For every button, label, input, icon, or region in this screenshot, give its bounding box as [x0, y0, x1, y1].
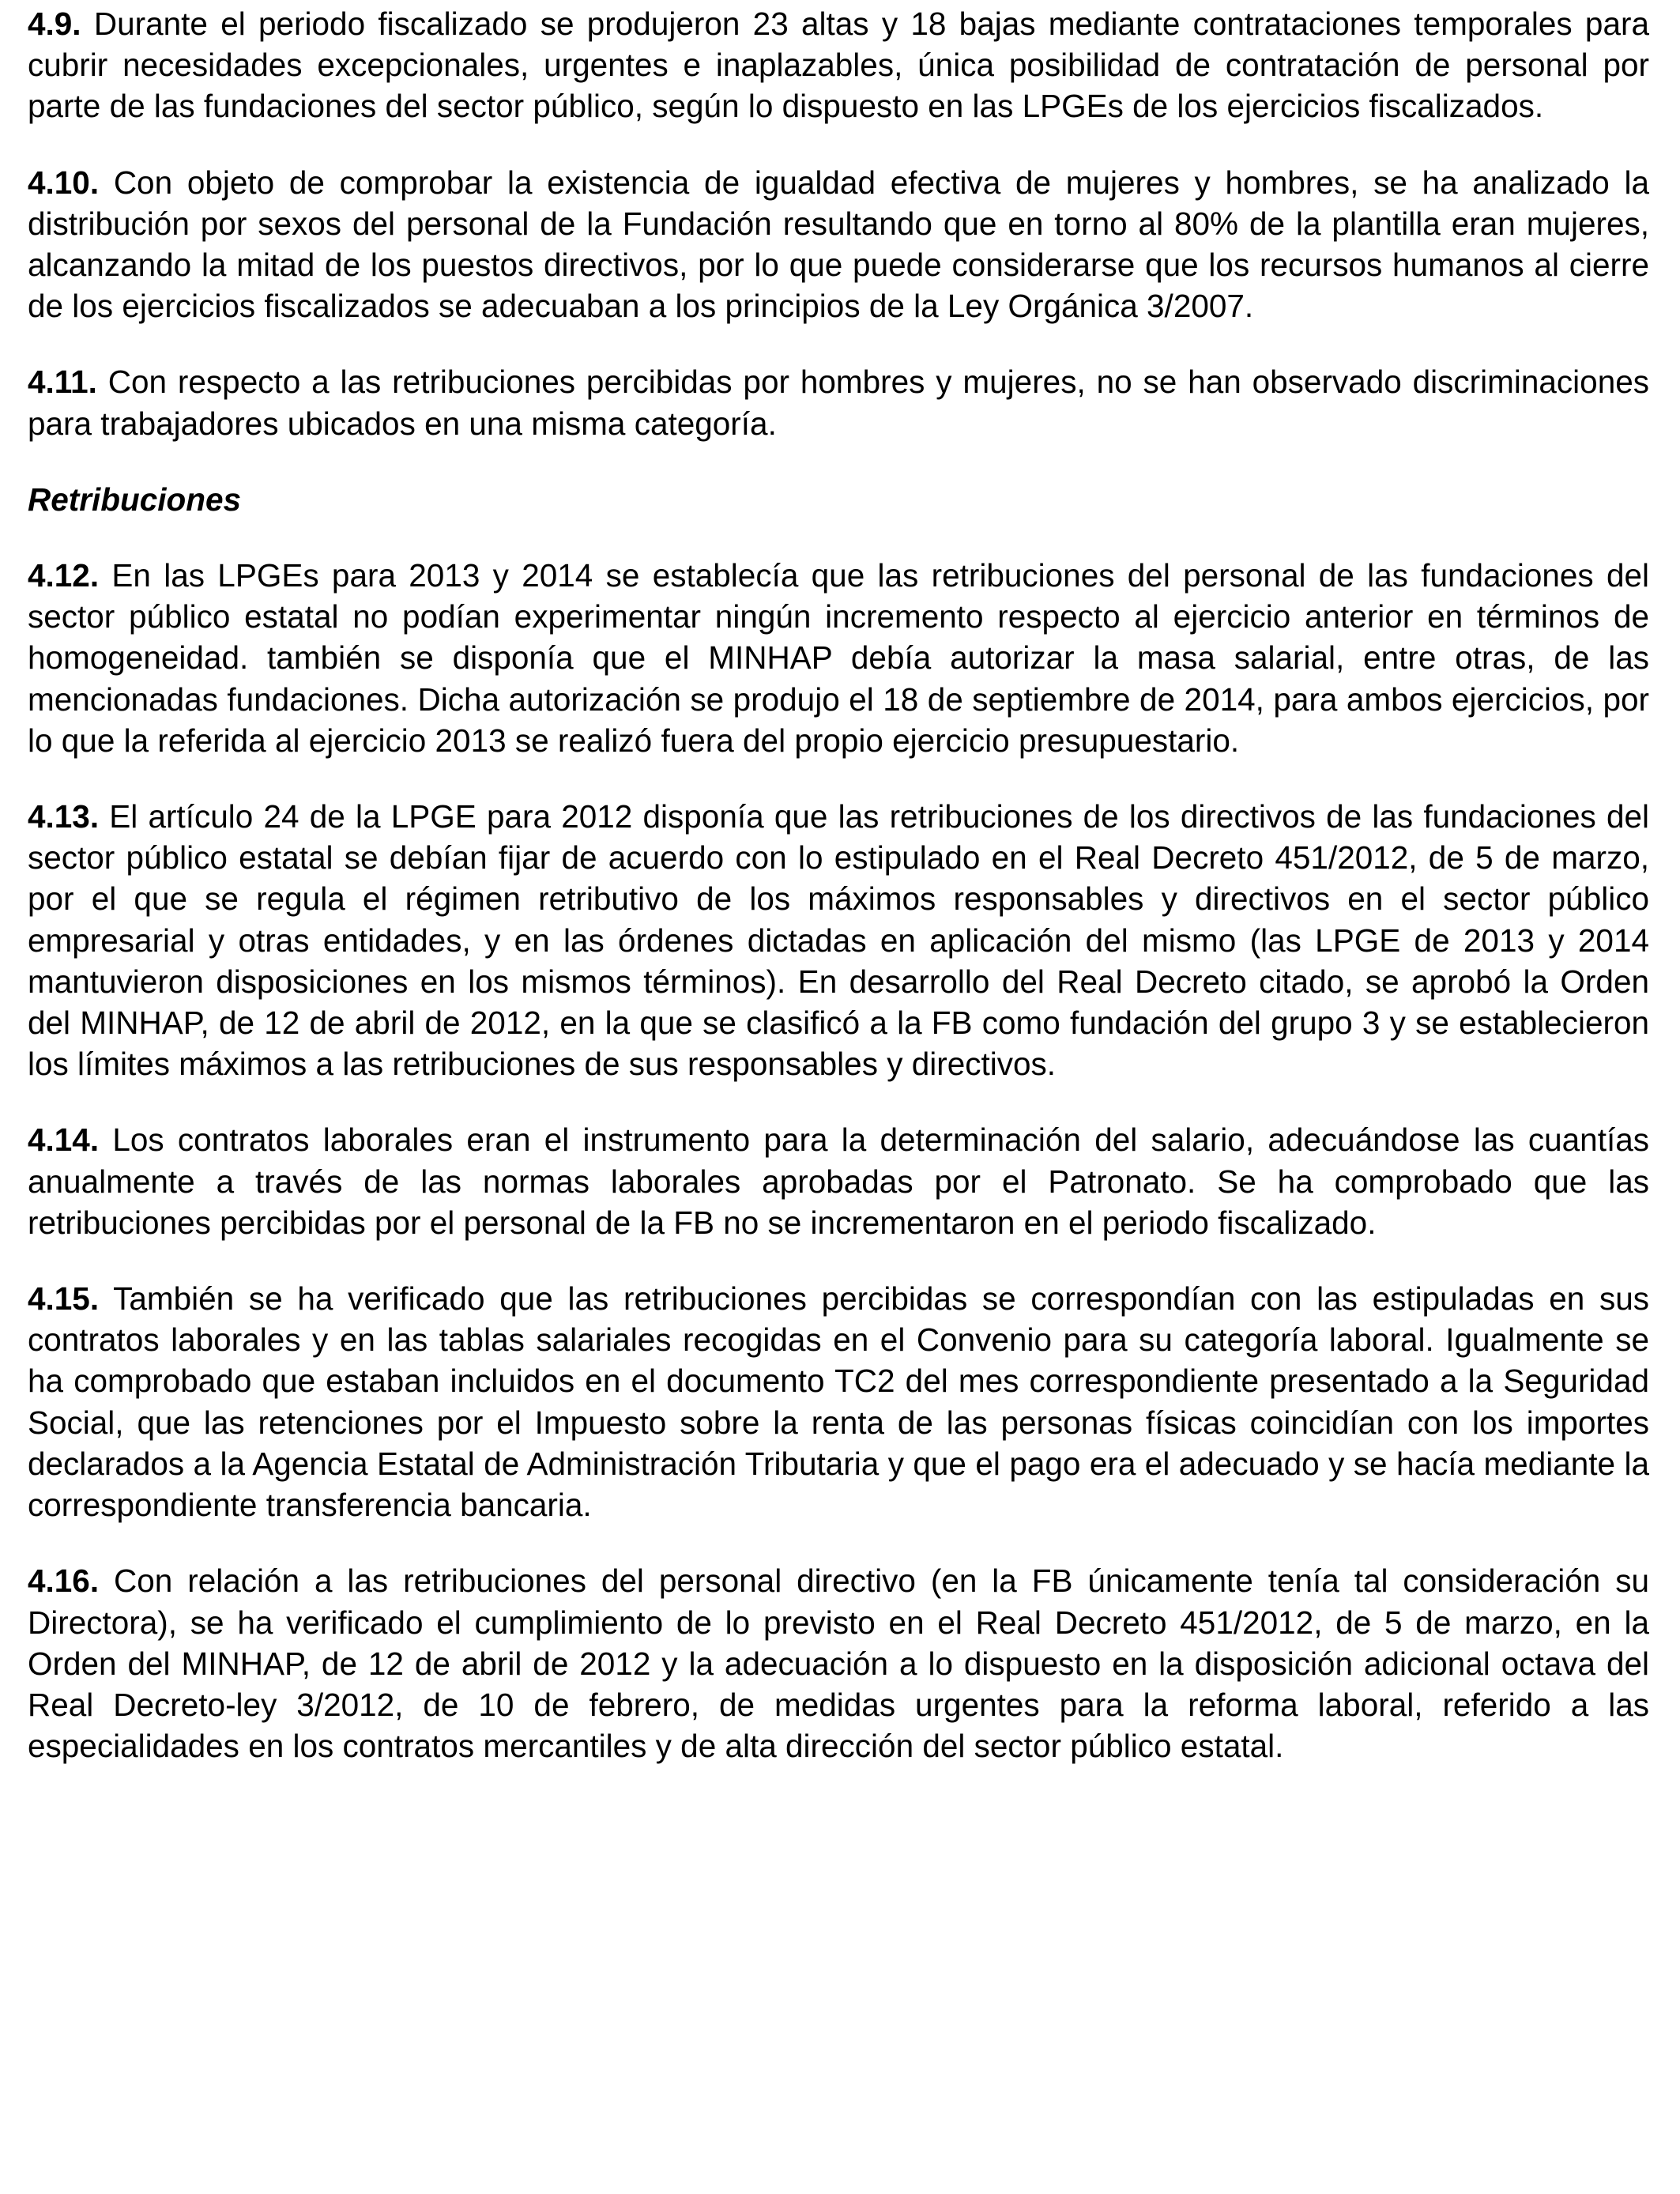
paragraph-number: 4.9. — [28, 6, 81, 42]
paragraph-text: Con respecto a las retribuciones percibidas por hombres y mujeres, no se han observado discriminaciones para trabajadores ubicados en una misma categoría. — [28, 364, 1649, 442]
paragraph-4-12 — [28, 555, 1649, 761]
paragraph-4-16 — [28, 1560, 1649, 1766]
paragraph-number: 4.12. — [28, 557, 100, 594]
paragraph-text: En las LPGEs para 2013 y 2014 se establecía que las retribuciones del personal de las fundaciones del sector público estatal no podían experimentar ningún incremento respecto al ejercicio anterior en términos de homogeneidad. también se disponía que el MINHAP debía autorizar la masa salarial, entre otras, de las mencionadas fundaciones. Dicha autorización se produjo el 18 de septiembre de 2014, para ambos ejercicios, por lo que la referida al ejercicio 2013 se realizó fuera del propio ejercicio presupuestario. — [28, 557, 1649, 759]
paragraph-number: 4.14. — [28, 1122, 100, 1159]
paragraph-text: Con relación a las retribuciones del personal directivo (en la FB únicamente tenía tal consideración su Directora), se ha verificado el cumplimiento de lo previsto en el Real Decreto 451/2012, de 5 de marzo, en la Orden del MINHAP, de 12 de abril de 2012 y la adecuación a lo dispuesto en la disposición adicional octava del Real Decreto-ley 3/2012, de 10 de febrero, de medidas urgentes para la reforma laboral, referido a las especialidades en los contratos mercantiles y de alta dirección del sector público estatal. — [28, 1563, 1649, 1765]
paragraph-4-11 — [28, 361, 1649, 443]
paragraph-text: Durante el periodo fiscalizado se produjeron 23 altas y 18 bajas mediante contrataciones temporales para cubrir necesidades excepcionales, urgentes e inaplazables, única posibilidad de contratación de personal por parte de las fundaciones del sector público, según lo dispuesto en las LPGEs de los ejercicios fiscalizados. — [28, 6, 1649, 125]
paragraph-number: 4.10. — [28, 164, 100, 201]
paragraph-number: 4.13. — [28, 798, 100, 835]
paragraph-text: El artículo 24 de la LPGE para 2012 disponía que las retribuciones de los directivos de las fundaciones del sector público estatal se debían fijar de acuerdo con lo estipulado en el Real Decreto 451/2012, de 5 de marzo, por el que se regula el régimen retributivo de los máximos responsables y directivos en el sector público empresarial y otras entidades, y en las órdenes dictadas en aplicación del mismo (las LPGE de 2013 y 2014 mantuvieron disposiciones en los mismos términos). En desarrollo del Real Decreto citado, se aprobó la Orden del MINHAP, de 12 de abril de 2012, en la que se clasificó a la FB como fundación del grupo 3 y se establecieron los límites máximos a las retribuciones de sus responsables y directivos. — [28, 798, 1649, 1083]
paragraph-number: 4.15. — [28, 1280, 100, 1318]
paragraph-text: También se ha verificado que las retribuciones percibidas se correspondían con las estipuladas en sus contratos laborales y en las tablas salariales recogidas en el Convenio para su categoría laboral. Igualmente se ha comprobado que estaban incluidos en el documento TC2 del mes correspondiente presentado a la Seguridad Social, que las retenciones por el Impuesto sobre la renta de las personas físicas coincidían con los importes declarados a la Agencia Estatal de Administración Tributaria y que el pago era el adecuado y se hacía mediante la correspondiente transferencia bancaria. — [28, 1280, 1649, 1524]
paragraph-4-15 — [28, 1278, 1649, 1525]
paragraph-number: 4.11. — [28, 364, 97, 401]
paragraph-4-14 — [28, 1119, 1649, 1243]
paragraph-number: 4.16. — [28, 1563, 100, 1600]
paragraph-4-9 — [28, 3, 1649, 127]
document-page — [28, 3, 1649, 1801]
paragraph-4-10 — [28, 162, 1649, 327]
paragraph-text: Con objeto de comprobar la existencia de igualdad efectiva de mujeres y hombres, se ha analizado la distribución por sexos del personal de la Fundación resultando que en torno al 80% de la plantilla eran mujeres, alcanzando la mitad de los puestos directivos, por lo que puede considerarse que los recursos humanos al cierre de los ejercicios fiscalizados se adecuaban a los principios de la Ley Orgánica 3/2007. — [28, 164, 1649, 325]
section-heading: Retribuciones — [28, 481, 242, 518]
paragraph-text: Los contratos laborales eran el instrumento para la determinación del salario, adecuándose las cuantías anualmente a través de las normas laborales aprobadas por el Patronato. Se ha comprobado que las retribuciones percibidas por el personal de la FB no se incrementaron en el periodo fiscalizado. — [28, 1122, 1649, 1241]
paragraph-4-13 — [28, 796, 1649, 1084]
